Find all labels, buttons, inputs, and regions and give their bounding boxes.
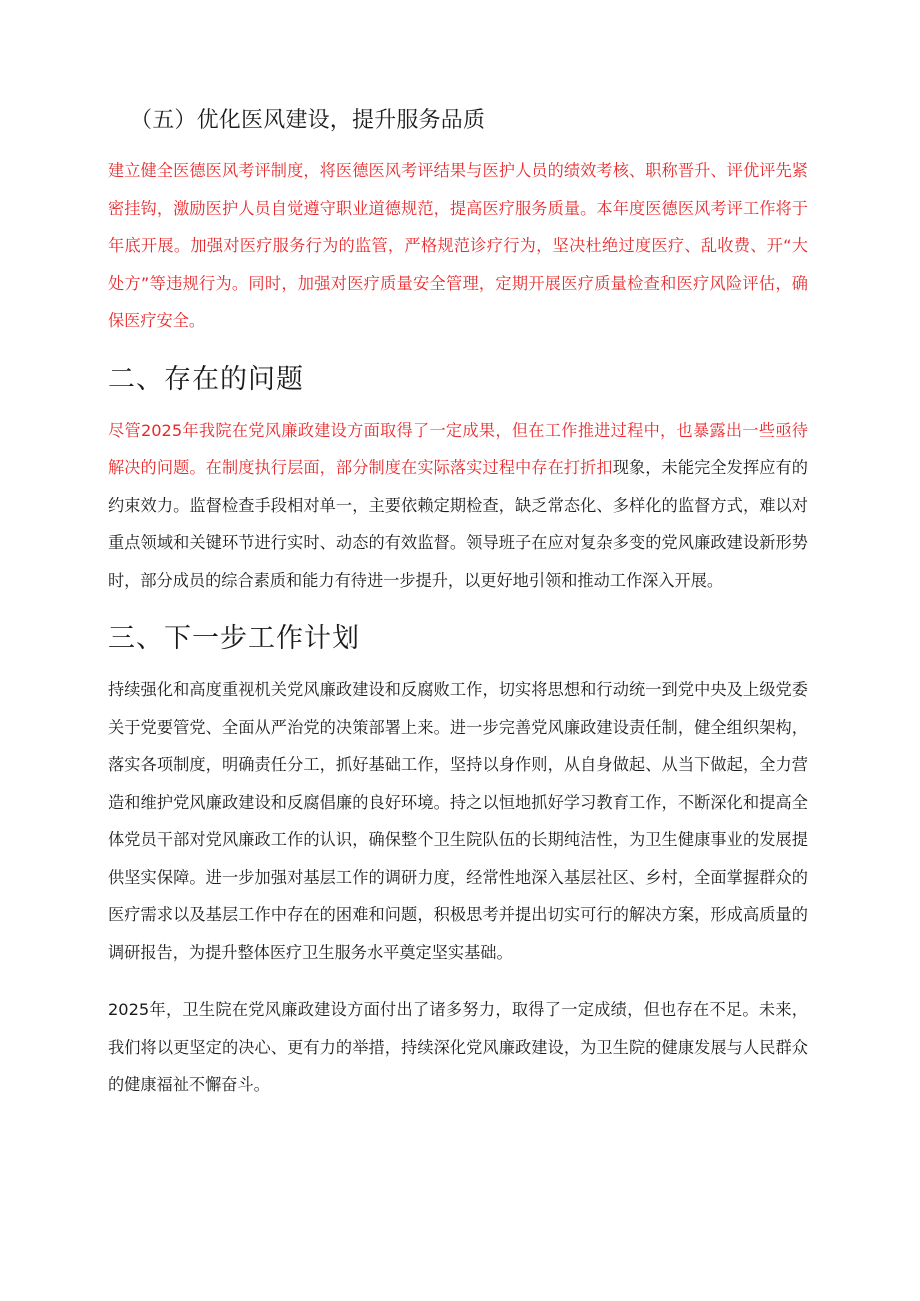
problems-paragraph-rest: 现象，未能完全发挥应有的约束效力。监督检查手段相对单一，主要依赖定期检查，缺乏常态化、多样化的监督方式，难以对重点领域和关键环节进行实时、动态的有效监督。领导班子在应对复杂多变的党风廉政建设新形势时，部分成员的综合素质和能力有待进一步提升，以更好地引领和推动工作深入开展。 bbox=[108, 458, 808, 590]
conclusion-paragraph: 2025年，卫生院在党风廉政建设方面付出了诸多努力，取得了一定成绩，但也存在不足。未来，我们将以更坚定的决心、更有力的举措，持续深化党风廉政建设，为卫生院的健康发展与人民群众的健康福祉不懈奋斗。 bbox=[108, 1000, 808, 1094]
document-body bbox=[108, 104, 808, 1124]
section-5-heading: （五）优化医风建设，提升服务品质 bbox=[130, 108, 486, 133]
plan-paragraph: 持续强化和高度重视机关党风廉政建设和反腐败工作，切实将思想和行动统一到党中央及上级党委关于党要管党、全面从严治党的决策部署上来。进一步完善党风廉政建设责任制，健全组织架构，落实各项制度，明确责任分工，抓好基础工作，坚持以身作则，从自身做起、从当下做起，全力营造和维护党风廉政建设和反腐倡廉的良好环境。持之以恒地抓好学习教育工作，不断深化和提高全体党员干部对党风廉政工作的认识，确保整个卫生院队伍的长期纯洁性，为卫生健康事业的发展提供坚实保障。进一步加强对基层工作的调研力度，经常性地深入基层社区、乡村，全面掌握群众的医疗需求以及基层工作中存在的困难和问题，积极思考并提出切实可行的解决方案，形成高质量的调研报告，为提升整体医疗卫生服务水平奠定坚实基础。 bbox=[108, 680, 808, 962]
problems-paragraph bbox=[108, 412, 808, 600]
plan-heading: 三、下一步工作计划 bbox=[108, 623, 360, 654]
problems-heading: 二、存在的问题 bbox=[108, 363, 304, 395]
problems-paragraph-highlight: 尽管2025年我院在党风廉政建设方面取得了一定成果，但在工作推进过程中，也暴露出一些亟待解决的问题。在制度执行层面，部分制度在实际落实过程中存在打折扣 bbox=[108, 420, 808, 477]
section-5-paragraph: 建立健全医德医风考评制度，将医德医风考评结果与医护人员的绩效考核、职称晋升、评优评先紧密挂钩，激励医护人员自觉遵守职业道德规范，提高医疗服务质量。本年度医德医风考评工作将于年底开展。加强对医疗服务行为的监管，严格规范诊疗行为，坚决杜绝过度医疗、乱收费、开“大处方”等违规行为。同时，加强对医疗质量安全管理，定期开展医疗质量检查和医疗风险评估，确保医疗安全。 bbox=[108, 161, 808, 330]
